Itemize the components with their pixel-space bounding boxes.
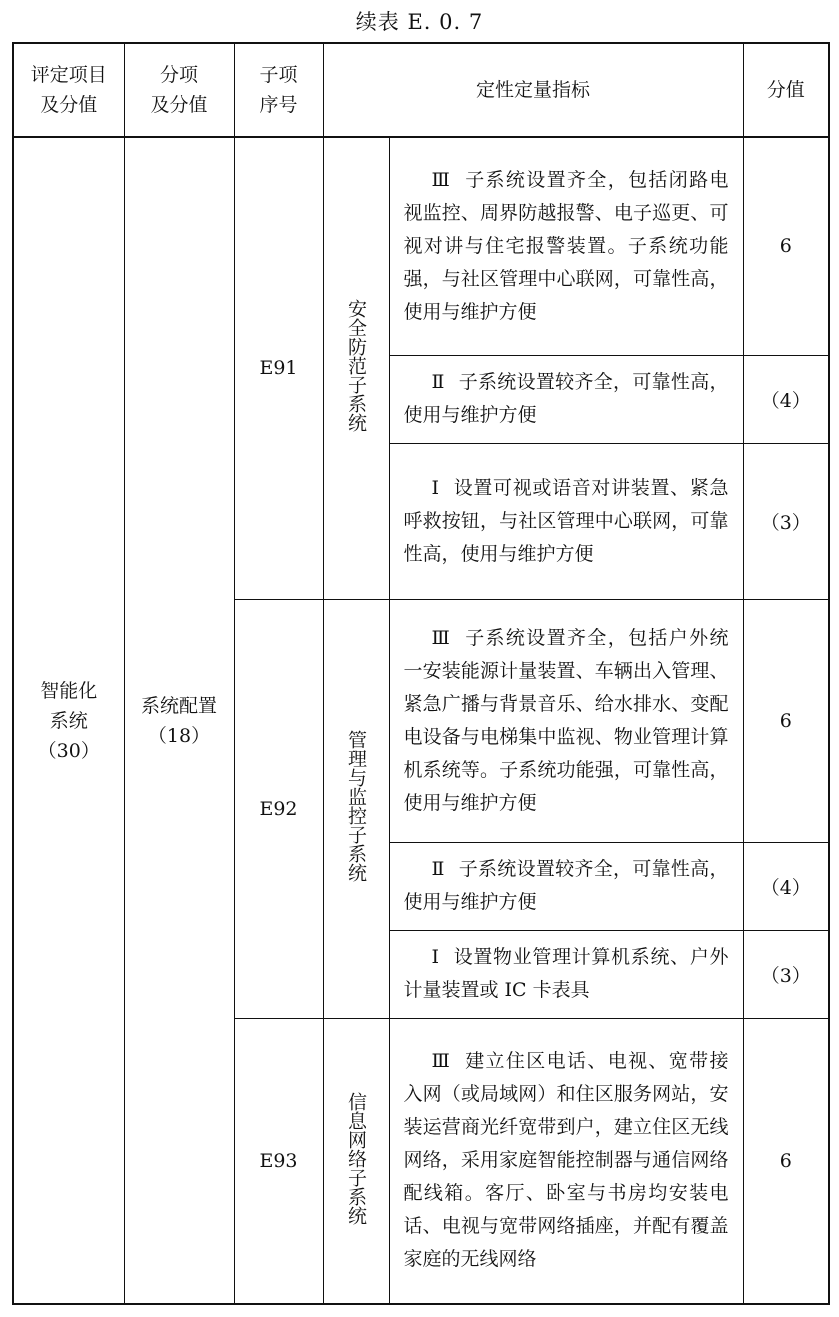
subitem-name: 系统配置	[140, 694, 217, 717]
item-score: （30）	[37, 739, 100, 762]
indicator-text: 子系统设置较齐全，可靠性高，使用与维护方便	[403, 371, 729, 426]
indicator-cell	[389, 355, 743, 443]
header-item-line2: 及分值	[40, 94, 98, 116]
indicator-cell	[389, 443, 743, 599]
score-cell: 6	[743, 1018, 829, 1304]
evaluation-table	[12, 42, 830, 1305]
subsystem-name-cell	[323, 599, 389, 1018]
header-row	[13, 43, 829, 137]
header-code	[234, 43, 323, 137]
header-item	[13, 43, 124, 137]
header-code-line2: 序号	[259, 94, 298, 116]
score-cell: （4）	[743, 842, 829, 930]
item-name-line2: 系统	[49, 709, 88, 732]
header-code-line1: 子项	[259, 64, 298, 86]
header-subitem	[124, 43, 234, 137]
indicator-text: 建立住区电话、电视、宽带接入网（或局域网）和住区服务网站，安装运营商光纤宽带到户，建立住区无线网络，采用家庭智能控制器与通信网络配线箱。客厅、卧室与书房均安装电话、电视与宽带网络插座，并配有覆盖家庭的无线网络	[403, 1050, 729, 1271]
indicator-cell	[389, 1018, 743, 1304]
table-row	[13, 137, 829, 355]
indicator-text: 子系统设置较齐全，可靠性高，使用与维护方便	[403, 858, 729, 913]
score-cell: （3）	[743, 443, 829, 599]
code-cell: E91	[234, 137, 323, 599]
indicator-text: 子系统设置齐全，包括户外统一安装能源计量装置、车辆出入管理、紧急广播与背景音乐、给水排水、变配电设备与电梯集中监视、物业管理计算机系统等。子系统功能强，可靠性高，使用与维护方便	[403, 626, 729, 814]
indicator-cell	[389, 930, 743, 1018]
item-cell	[13, 137, 124, 1304]
code-cell: E93	[234, 1018, 323, 1304]
item-name-line1: 智能化	[40, 679, 98, 702]
indicator-text: 设置可视或语音对讲装置、紧急呼救按钮，与社区管理中心联网，可靠性高，使用与维护方便	[403, 476, 729, 565]
subsystem-name-cell	[323, 137, 389, 599]
header-subitem-line2: 及分值	[150, 94, 208, 116]
level-mark: Ⅲ	[431, 168, 450, 191]
score-cell: 6	[743, 599, 829, 842]
level-mark: Ⅰ	[431, 946, 440, 968]
level-mark: Ⅲ	[431, 626, 450, 649]
subsystem-name-cell	[323, 1018, 389, 1304]
header-indicator: 定性定量指标	[323, 43, 743, 137]
score-cell: （3）	[743, 930, 829, 1018]
indicator-cell	[389, 137, 743, 355]
level-mark: Ⅰ	[431, 476, 440, 499]
score-cell: （4）	[743, 355, 829, 443]
header-item-line1: 评定项目	[30, 64, 107, 86]
table-caption: 续表 E. 0. 7	[355, 10, 484, 34]
subitem-score: （18）	[147, 724, 211, 747]
subsystem-name: 管理与监控子系统	[345, 730, 367, 882]
indicator-text: 设置物业管理计算机系统、户外计量装置或 IC 卡表具	[403, 946, 729, 1001]
subsystem-name: 安全防范子系统	[345, 299, 367, 433]
code-cell: E92	[234, 599, 323, 1018]
subitem-cell	[124, 137, 234, 1304]
indicator-cell	[389, 599, 743, 842]
indicator-text: 子系统设置齐全，包括闭路电视监控、周界防越报警、电子巡更、可视对讲与住宅报警装置。子系统功能强，与社区管理中心联网，可靠性高，使用与维护方便	[403, 168, 729, 323]
level-mark: Ⅱ	[431, 858, 445, 880]
indicator-cell	[389, 842, 743, 930]
level-mark: Ⅱ	[431, 371, 445, 393]
level-mark: Ⅲ	[431, 1050, 450, 1073]
header-score: 分值	[743, 43, 829, 137]
subsystem-name: 信息网络子系统	[345, 1091, 367, 1225]
score-cell: 6	[743, 137, 829, 355]
header-subitem-line1: 分项	[159, 64, 198, 86]
